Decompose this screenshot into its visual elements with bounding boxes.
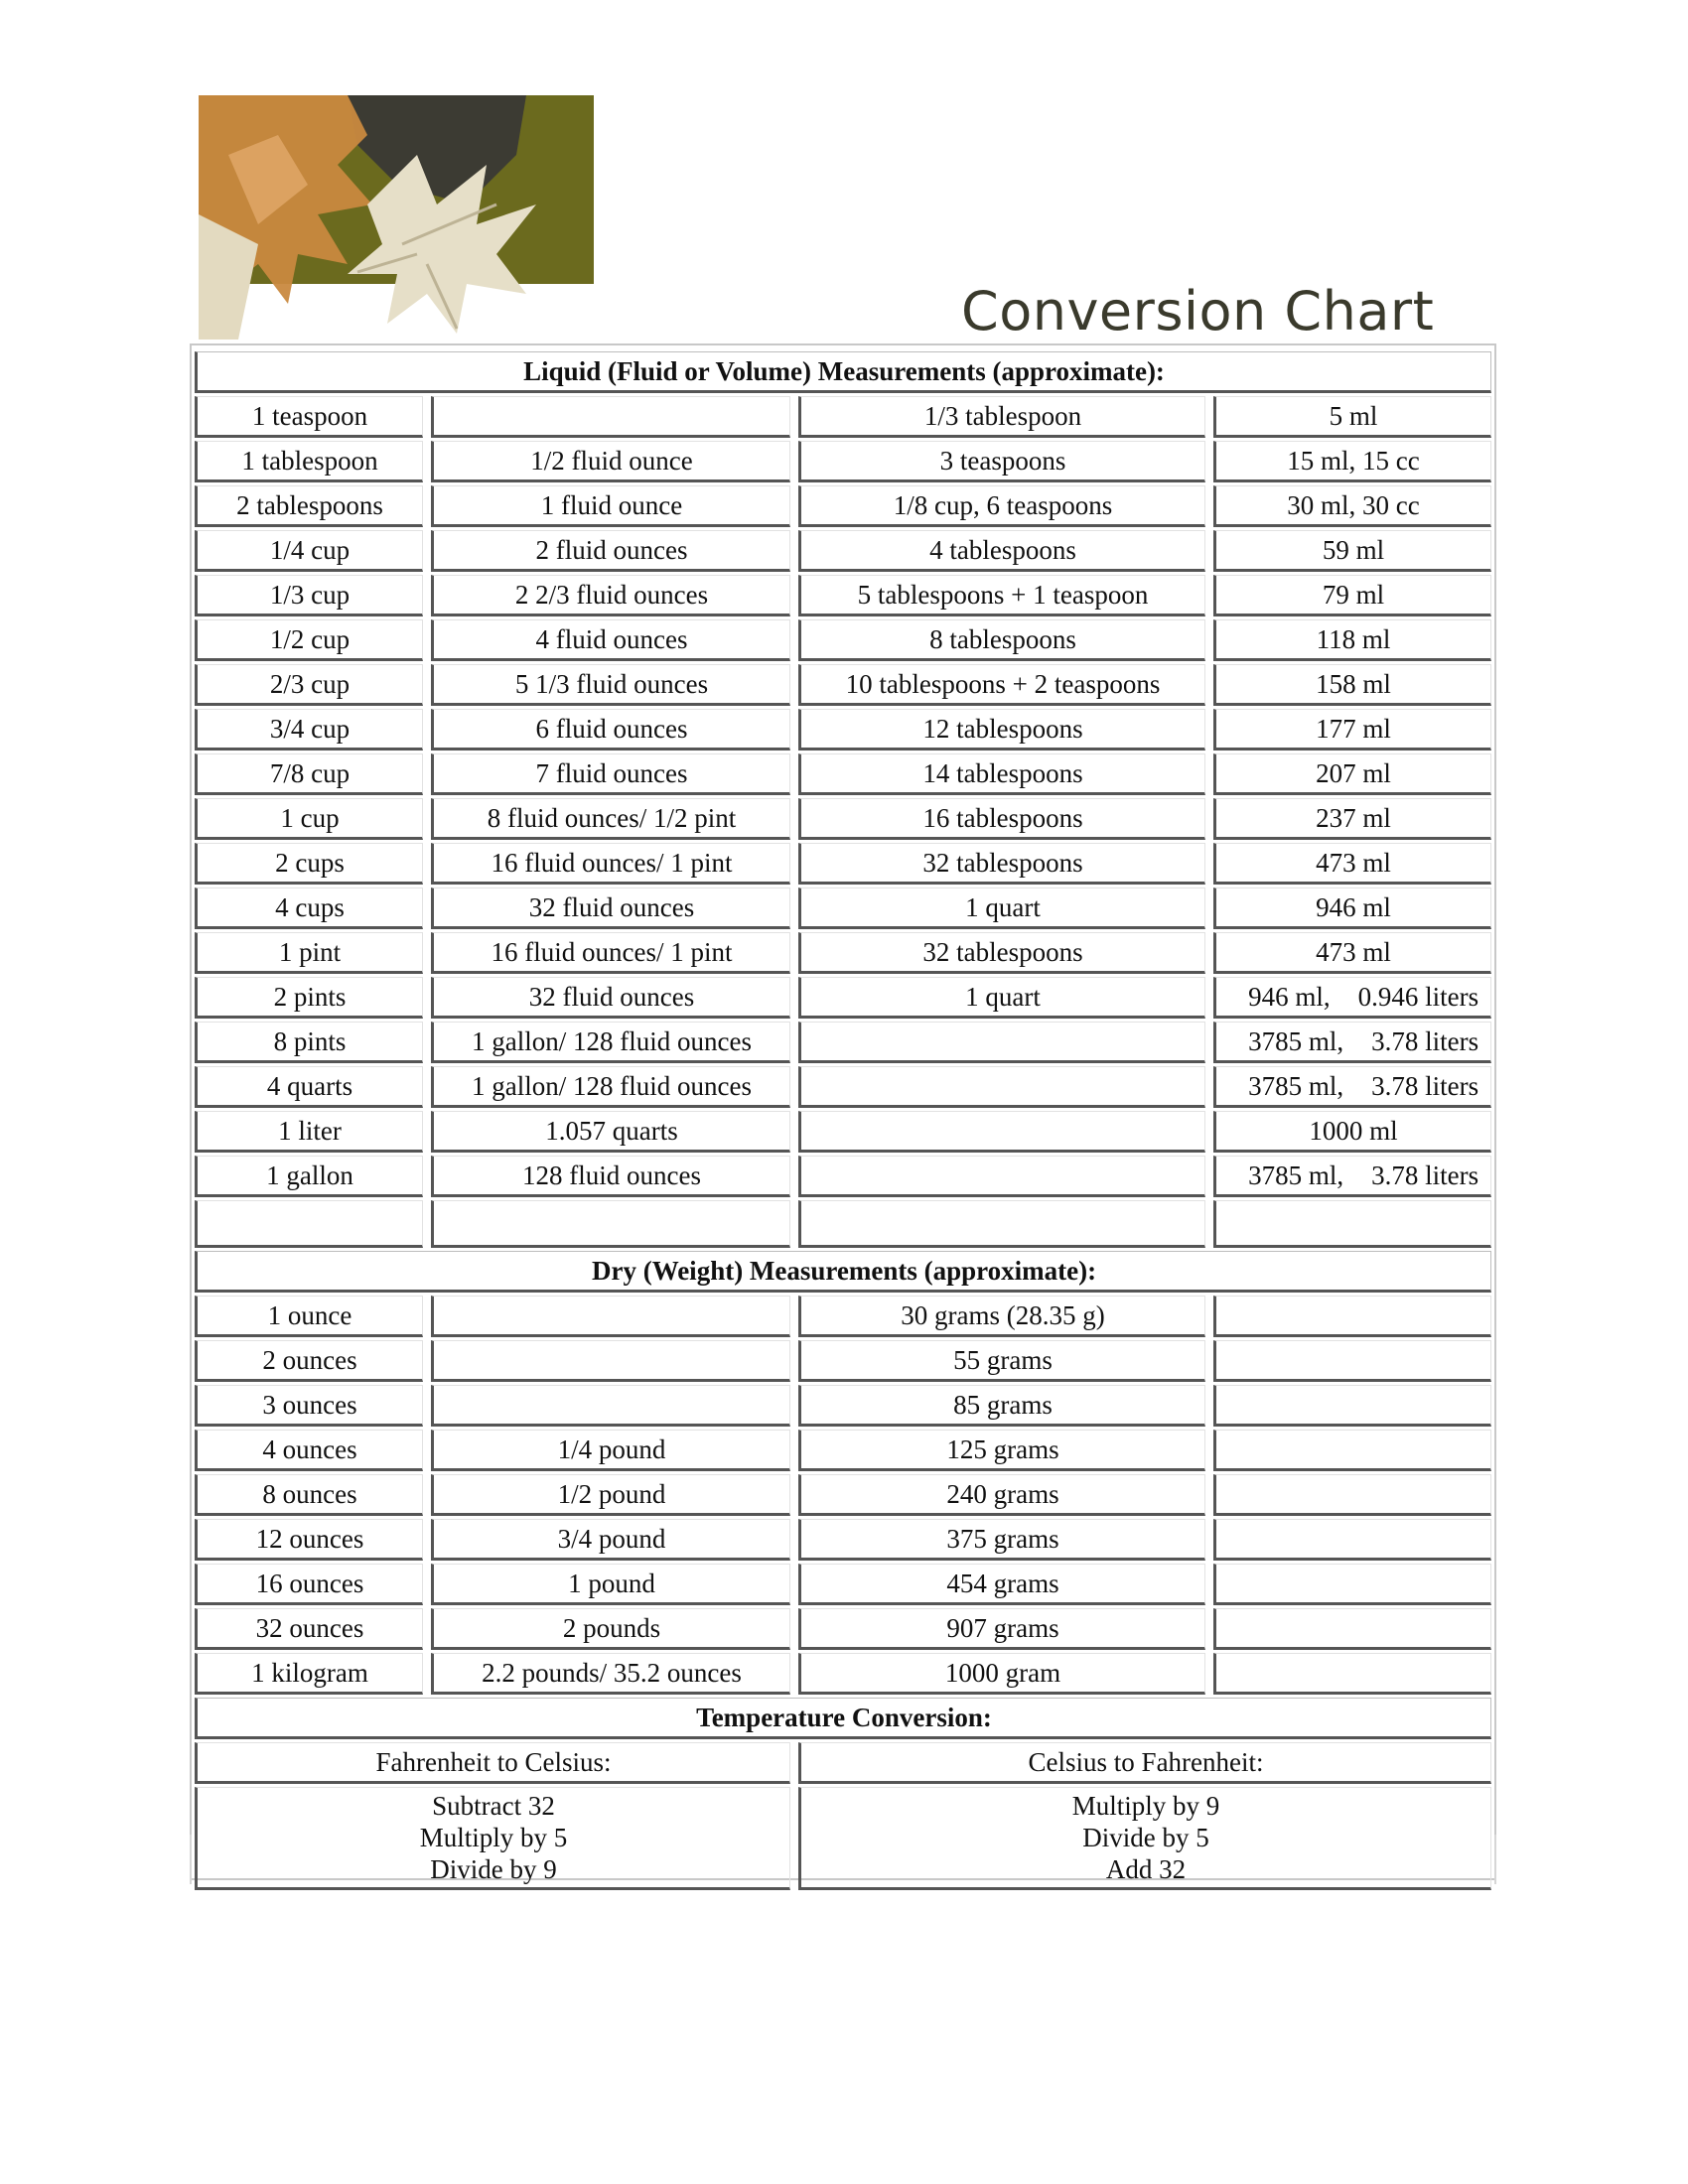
step-text: Multiply by 9 bbox=[1071, 1791, 1220, 1821]
table-row bbox=[195, 1564, 1491, 1605]
table-row bbox=[195, 843, 1491, 885]
table-cell: 32 tablespoons bbox=[798, 843, 1205, 885]
table-cell: 1 liter bbox=[195, 1111, 423, 1153]
step-text: Add 32 bbox=[1105, 1854, 1187, 1884]
table-cell: 1/4 cup bbox=[195, 530, 423, 572]
step-text: Subtract 32 bbox=[432, 1791, 555, 1821]
cell-text: 3785 ml, bbox=[1248, 1160, 1344, 1190]
table-row bbox=[195, 1608, 1491, 1650]
table-cell: 118 ml bbox=[1213, 619, 1491, 661]
table-cell: 1 tablespoon bbox=[195, 441, 423, 482]
table-cell: 1 pound bbox=[431, 1564, 790, 1605]
cell-text: 0.946 liters bbox=[1357, 981, 1479, 1012]
table-cell: 1 kilogram bbox=[195, 1653, 423, 1695]
temperature-heading: Temperature Conversion: bbox=[195, 1698, 1491, 1739]
table-cell bbox=[798, 1156, 1205, 1197]
table-row bbox=[195, 977, 1491, 1019]
table-cell: 12 tablespoons bbox=[798, 709, 1205, 751]
table-cell: 2 fluid ounces bbox=[431, 530, 790, 572]
table-cell: 128 fluid ounces bbox=[431, 1156, 790, 1197]
table-cell bbox=[1213, 1340, 1491, 1382]
table-cell: 32 fluid ounces bbox=[431, 977, 790, 1019]
table-cell: 1000 ml bbox=[1213, 1111, 1491, 1153]
table-cell: 2 tablespoons bbox=[195, 485, 423, 527]
step-text: Divide by 5 bbox=[1082, 1823, 1209, 1852]
table-cell: 3 ounces bbox=[195, 1385, 423, 1427]
table-cell: 1 quart bbox=[798, 977, 1205, 1019]
table-cell: 1 ounce bbox=[195, 1296, 423, 1337]
table-cell: 8 fluid ounces/ 1/2 pint bbox=[431, 798, 790, 840]
table-cell bbox=[1213, 1296, 1491, 1337]
table-row bbox=[195, 441, 1491, 482]
table-row bbox=[195, 1340, 1491, 1382]
table-cell bbox=[798, 1200, 1205, 1248]
table-row bbox=[195, 396, 1491, 438]
leaf-banner-image bbox=[199, 95, 594, 340]
table-cell: 207 ml bbox=[1213, 753, 1491, 795]
table-row bbox=[195, 1022, 1491, 1063]
liquid-section bbox=[195, 351, 1491, 1197]
table-cell: 59 ml bbox=[1213, 530, 1491, 572]
table-cell bbox=[1213, 1066, 1491, 1108]
table-cell: 177 ml bbox=[1213, 709, 1491, 751]
table-cell: 79 ml bbox=[1213, 575, 1491, 616]
step-text: Divide by 9 bbox=[430, 1854, 557, 1884]
table-cell: 30 grams (28.35 g) bbox=[798, 1296, 1205, 1337]
table-cell: 32 ounces bbox=[195, 1608, 423, 1650]
table-cell: 85 grams bbox=[798, 1385, 1205, 1427]
section-header-row bbox=[195, 1698, 1491, 1739]
step-text: Multiply by 5 bbox=[419, 1823, 568, 1852]
table-cell: 7 fluid ounces bbox=[431, 753, 790, 795]
table-cell bbox=[1213, 1653, 1491, 1695]
table-cell bbox=[431, 396, 790, 438]
dry-heading: Dry (Weight) Measurements (approximate): bbox=[195, 1251, 1491, 1293]
table-cell: 5 1/3 fluid ounces bbox=[431, 664, 790, 706]
table-cell bbox=[1213, 1156, 1491, 1197]
table-cell: 6 fluid ounces bbox=[431, 709, 790, 751]
table-cell: 1/2 cup bbox=[195, 619, 423, 661]
table-cell: 1 quart bbox=[798, 887, 1205, 929]
table-row bbox=[195, 619, 1491, 661]
table-row bbox=[195, 664, 1491, 706]
table-cell bbox=[431, 1340, 790, 1382]
table-cell: 10 tablespoons + 2 teaspoons bbox=[798, 664, 1205, 706]
temperature-steps-row bbox=[195, 1787, 1491, 1890]
table-cell: 4 fluid ounces bbox=[431, 619, 790, 661]
cell-text: 3785 ml, bbox=[1248, 1070, 1344, 1101]
table-cell: 4 ounces bbox=[195, 1430, 423, 1471]
f-to-c-label: Fahrenheit to Celsius: bbox=[195, 1742, 790, 1784]
table-cell: 1 gallon bbox=[195, 1156, 423, 1197]
table-cell: 12 ounces bbox=[195, 1519, 423, 1561]
table-cell: 2 pounds bbox=[431, 1608, 790, 1650]
table-cell: 1 teaspoon bbox=[195, 396, 423, 438]
table-cell bbox=[1213, 1385, 1491, 1427]
table-cell: 1 gallon/ 128 fluid ounces bbox=[431, 1066, 790, 1108]
page-title: Conversion Chart bbox=[961, 280, 1435, 342]
table-cell: 158 ml bbox=[1213, 664, 1491, 706]
table-cell: 237 ml bbox=[1213, 798, 1491, 840]
table-cell: 1.057 quarts bbox=[431, 1111, 790, 1153]
table-cell: 4 quarts bbox=[195, 1066, 423, 1108]
table-cell: 473 ml bbox=[1213, 932, 1491, 974]
autumn-leaves-icon bbox=[199, 95, 594, 340]
table-row bbox=[195, 1474, 1491, 1516]
section-header-row bbox=[195, 1251, 1491, 1293]
table-cell: 2 ounces bbox=[195, 1340, 423, 1382]
table-cell: 1/2 fluid ounce bbox=[431, 441, 790, 482]
table-cell: 375 grams bbox=[798, 1519, 1205, 1561]
conversion-table bbox=[195, 348, 1491, 1893]
table-cell: 15 ml, 15 cc bbox=[1213, 441, 1491, 482]
table-row bbox=[195, 1156, 1491, 1197]
empty-row bbox=[195, 1200, 1491, 1248]
table-cell bbox=[431, 1296, 790, 1337]
f-to-c-steps bbox=[195, 1787, 790, 1890]
table-cell: 32 fluid ounces bbox=[431, 887, 790, 929]
table-cell: 1/3 tablespoon bbox=[798, 396, 1205, 438]
table-row bbox=[195, 530, 1491, 572]
table-cell bbox=[1213, 1430, 1491, 1471]
cell-text: 3785 ml, bbox=[1248, 1025, 1344, 1056]
table-cell bbox=[1213, 1519, 1491, 1561]
table-cell bbox=[1213, 1022, 1491, 1063]
table-cell: 16 fluid ounces/ 1 pint bbox=[431, 843, 790, 885]
table-row bbox=[195, 709, 1491, 751]
table-row bbox=[195, 1296, 1491, 1337]
table-cell: 454 grams bbox=[798, 1564, 1205, 1605]
table-cell bbox=[431, 1385, 790, 1427]
table-cell: 1 fluid ounce bbox=[431, 485, 790, 527]
table-row bbox=[195, 1066, 1491, 1108]
dry-section bbox=[195, 1251, 1491, 1695]
table-cell bbox=[1213, 1474, 1491, 1516]
cell-text: 3.78 liters bbox=[1371, 1070, 1479, 1101]
table-cell: 16 fluid ounces/ 1 pint bbox=[431, 932, 790, 974]
table-cell: 1 pint bbox=[195, 932, 423, 974]
table-cell: 3/4 pound bbox=[431, 1519, 790, 1561]
table-cell bbox=[1213, 977, 1491, 1019]
table-row bbox=[195, 485, 1491, 527]
table-row bbox=[195, 887, 1491, 929]
table-row bbox=[195, 1653, 1491, 1695]
section-header-row bbox=[195, 351, 1491, 393]
table-cell: 4 tablespoons bbox=[798, 530, 1205, 572]
spacer-section bbox=[195, 1200, 1491, 1248]
liquid-heading: Liquid (Fluid or Volume) Measurements (approximate): bbox=[195, 351, 1491, 393]
table-cell: 1/3 cup bbox=[195, 575, 423, 616]
table-cell: 907 grams bbox=[798, 1608, 1205, 1650]
c-to-f-label: Celsius to Fahrenheit: bbox=[798, 1742, 1491, 1784]
table-cell bbox=[195, 1200, 423, 1248]
table-cell: 55 grams bbox=[798, 1340, 1205, 1382]
table-cell: 240 grams bbox=[798, 1474, 1205, 1516]
table-cell: 8 tablespoons bbox=[798, 619, 1205, 661]
table-cell: 2.2 pounds/ 35.2 ounces bbox=[431, 1653, 790, 1695]
table-row bbox=[195, 1519, 1491, 1561]
table-cell: 1 cup bbox=[195, 798, 423, 840]
table-row bbox=[195, 932, 1491, 974]
table-cell: 8 pints bbox=[195, 1022, 423, 1063]
table-row bbox=[195, 1385, 1491, 1427]
table-cell bbox=[1213, 1564, 1491, 1605]
table-cell: 7/8 cup bbox=[195, 753, 423, 795]
table-row bbox=[195, 1111, 1491, 1153]
table-row bbox=[195, 575, 1491, 616]
table-cell: 2 pints bbox=[195, 977, 423, 1019]
table-cell bbox=[431, 1200, 790, 1248]
table-cell: 3 teaspoons bbox=[798, 441, 1205, 482]
cell-text: 3.78 liters bbox=[1371, 1025, 1479, 1056]
table-cell: 1000 gram bbox=[798, 1653, 1205, 1695]
table-cell: 32 tablespoons bbox=[798, 932, 1205, 974]
table-cell: 16 ounces bbox=[195, 1564, 423, 1605]
cell-text: 946 ml, bbox=[1248, 981, 1331, 1012]
table-cell: 1/8 cup, 6 teaspoons bbox=[798, 485, 1205, 527]
table-row bbox=[195, 753, 1491, 795]
table-row bbox=[195, 1430, 1491, 1471]
table-cell bbox=[798, 1111, 1205, 1153]
table-cell: 1/2 pound bbox=[431, 1474, 790, 1516]
table-cell: 2 2/3 fluid ounces bbox=[431, 575, 790, 616]
table-cell: 1/4 pound bbox=[431, 1430, 790, 1471]
table-cell: 2/3 cup bbox=[195, 664, 423, 706]
table-row bbox=[195, 798, 1491, 840]
table-cell: 30 ml, 30 cc bbox=[1213, 485, 1491, 527]
table-cell: 14 tablespoons bbox=[798, 753, 1205, 795]
cell-text: 3.78 liters bbox=[1371, 1160, 1479, 1190]
table-cell: 2 cups bbox=[195, 843, 423, 885]
table-cell bbox=[1213, 1200, 1491, 1248]
table-cell: 5 tablespoons + 1 teaspoon bbox=[798, 575, 1205, 616]
table-cell: 5 ml bbox=[1213, 396, 1491, 438]
c-to-f-steps bbox=[798, 1787, 1491, 1890]
table-cell: 4 cups bbox=[195, 887, 423, 929]
table-cell: 1 gallon/ 128 fluid ounces bbox=[431, 1022, 790, 1063]
table-cell bbox=[798, 1022, 1205, 1063]
table-cell: 16 tablespoons bbox=[798, 798, 1205, 840]
table-cell: 8 ounces bbox=[195, 1474, 423, 1516]
table-cell: 3/4 cup bbox=[195, 709, 423, 751]
temperature-label-row bbox=[195, 1742, 1491, 1784]
table-cell: 473 ml bbox=[1213, 843, 1491, 885]
table-cell bbox=[798, 1066, 1205, 1108]
table-cell bbox=[1213, 1608, 1491, 1650]
temperature-section bbox=[195, 1698, 1491, 1890]
table-cell: 125 grams bbox=[798, 1430, 1205, 1471]
table-cell: 946 ml bbox=[1213, 887, 1491, 929]
